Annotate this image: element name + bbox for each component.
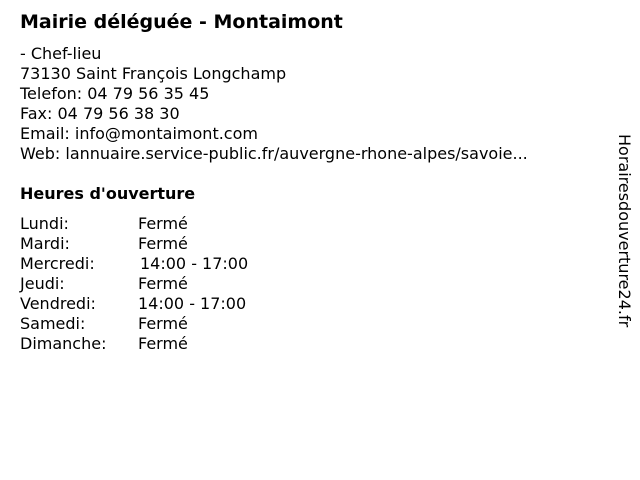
day-label: Mardi: [20, 234, 70, 253]
day-hours: Fermé [138, 234, 188, 253]
watermark-text: Horairesdouverture24.fr [615, 134, 634, 328]
day-label: Lundi: [20, 214, 69, 233]
day-hours: 14:00 - 17:00 [140, 254, 249, 273]
phone-line [20, 84, 528, 104]
day-hours: 14:00 - 17:00 [138, 294, 247, 313]
hours-row-tuesday [20, 234, 248, 254]
day-hours: Fermé [138, 274, 188, 293]
day-label: Vendredi: [20, 294, 96, 313]
day-hours: Fermé [138, 334, 188, 353]
web-line [20, 144, 528, 164]
fax-line [20, 104, 528, 124]
email-address: info@montaimont.com [74, 124, 258, 143]
email-line [20, 124, 528, 144]
day-label: Samedi: [20, 314, 86, 333]
hours-row-monday [20, 214, 248, 234]
day-hours: Fermé [138, 314, 188, 333]
hours-row-saturday [20, 314, 248, 334]
day-label: Jeudi: [20, 274, 65, 293]
site-watermark [612, 134, 636, 374]
fax-label: Fax: [20, 104, 53, 123]
contact-info [20, 44, 528, 164]
phone-number: 04 79 56 35 45 [87, 84, 210, 103]
day-label: Mercredi: [20, 254, 95, 273]
address: 73130 Saint François Longchamp [20, 64, 287, 83]
subtitle: - Chef-lieu [20, 44, 102, 63]
email-label: Email: [20, 124, 70, 143]
hours-heading: Heures d'ouverture [20, 184, 196, 203]
page-title: Mairie déléguée - Montaimont [20, 11, 343, 33]
web-address: lannuaire.service-public.fr/auvergne-rhone-alpes/savoie... [65, 144, 528, 163]
fax-number: 04 79 56 38 30 [57, 104, 180, 123]
hours-row-friday [20, 294, 248, 314]
hours-row-thursday [20, 274, 248, 294]
hours-table [20, 214, 248, 354]
hours-row-sunday [20, 334, 248, 354]
day-hours: Fermé [138, 214, 188, 233]
hours-row-wednesday [20, 254, 248, 274]
day-label: Dimanche: [20, 334, 107, 353]
phone-label: Telefon: [20, 84, 83, 103]
web-label: Web: [20, 144, 61, 163]
